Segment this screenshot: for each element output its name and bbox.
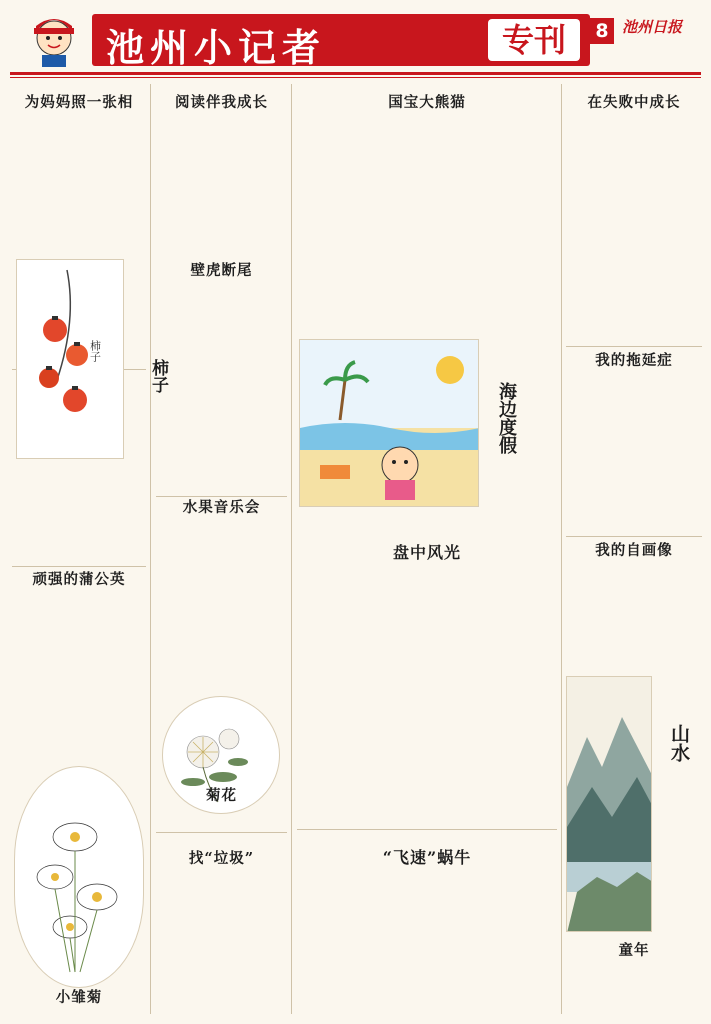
article-title: 菊花	[206, 787, 237, 804]
article-reading-grows	[156, 94, 287, 114]
svg-text:柿子: 柿子	[88, 340, 102, 362]
beach-illustration-icon	[300, 340, 479, 507]
divider	[297, 829, 557, 830]
article-title: 国宝大熊猫	[388, 94, 466, 111]
column-3	[297, 84, 557, 1019]
divider	[566, 346, 702, 347]
special-badge: 专刊	[488, 19, 580, 61]
daisy-illustration-icon	[15, 767, 144, 988]
article-title: 顽强的蒲公英	[32, 571, 126, 588]
landscape-illustration-icon	[567, 677, 652, 932]
article-scenery-on-plate	[297, 544, 557, 564]
divider	[156, 832, 287, 833]
beach-vacation-caption	[483, 426, 523, 506]
article-title: 小雏菊	[55, 989, 103, 1006]
kid-reporter-logo-icon	[22, 8, 86, 70]
persimmon-painting	[16, 259, 124, 459]
article-giant-panda	[297, 94, 557, 114]
paper-name: 池州日报	[622, 18, 683, 36]
persimmon-illustration-icon	[17, 260, 124, 459]
page-number: 8	[590, 18, 614, 44]
article-photo-for-mom	[12, 94, 146, 114]
article-title: 水果音乐会	[182, 499, 261, 516]
article-title: 为妈妈照一张相	[24, 94, 134, 111]
column-banner	[92, 14, 590, 70]
article-title: 我的拖延症	[595, 352, 673, 369]
article-gecko-tail	[156, 262, 287, 282]
mountain-water-caption	[654, 774, 700, 934]
article-speedy-snail	[297, 849, 557, 869]
article-grow-from-failure	[566, 94, 702, 114]
article-title: 我的自画像	[595, 542, 673, 559]
article-find-trash	[156, 850, 287, 870]
persimmon-title: 柿子	[148, 359, 168, 393]
divider	[156, 496, 287, 497]
article-dandelion	[12, 571, 146, 591]
article-childhood	[566, 942, 702, 962]
article-chrysanthemum	[156, 787, 287, 805]
mountain-water-title: 山水	[668, 724, 690, 762]
divider	[12, 566, 146, 567]
article-title: 盘中风光	[392, 543, 461, 562]
masthead	[10, 8, 701, 70]
column-1	[12, 84, 146, 1019]
article-title: 壁虎断尾	[190, 262, 253, 279]
mountain-water-painting	[566, 676, 652, 932]
divider	[566, 536, 702, 537]
article-fruit-concert	[156, 499, 287, 519]
article-title: “飞速”蜗牛	[382, 848, 472, 867]
top-rule	[10, 72, 701, 75]
column-2	[88, 84, 287, 1019]
column-4	[566, 84, 702, 1019]
beach-vacation-painting	[299, 339, 479, 507]
top-rule-thin	[10, 77, 701, 78]
article-title: 童年	[618, 942, 650, 959]
article-self-portrait	[566, 542, 702, 562]
column-divider	[150, 84, 151, 1014]
article-title: 在失败中成长	[587, 94, 681, 111]
column-divider	[291, 84, 292, 1014]
article-title: 找“垃圾”	[188, 850, 255, 867]
article-procrastination	[566, 352, 702, 372]
column-divider	[561, 84, 562, 1014]
beach-vacation-title: 海边度假	[496, 382, 517, 454]
daisy-painting	[14, 766, 144, 988]
section-title: 池州小记者	[106, 25, 327, 70]
article-title: 阅读伴我成长	[175, 94, 268, 111]
article-daisy	[12, 989, 146, 1007]
